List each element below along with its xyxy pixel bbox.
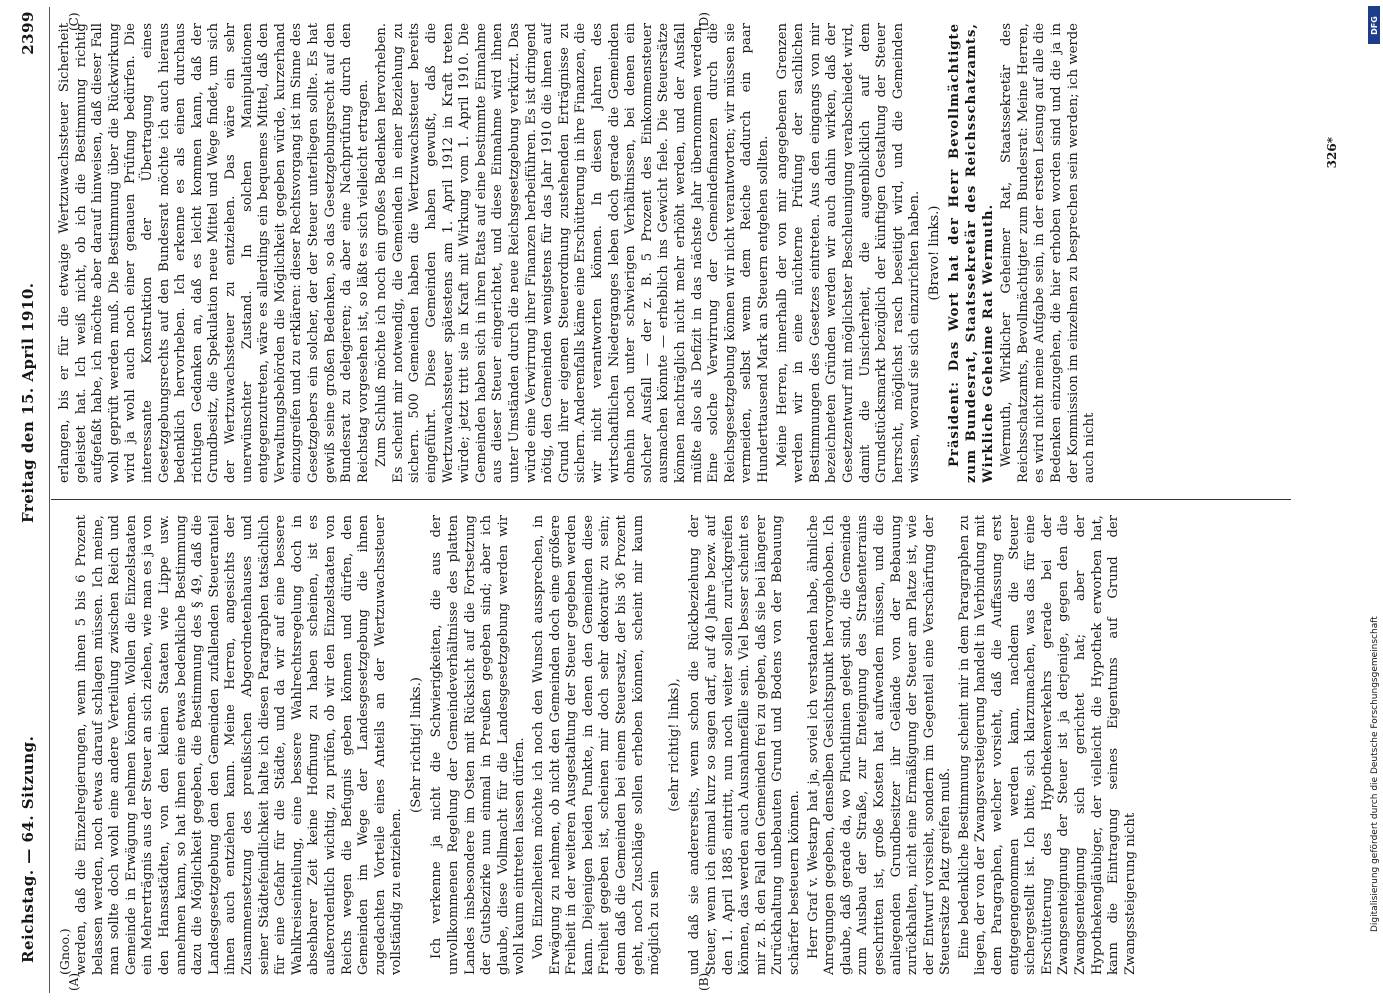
- margin-mark-c: (C): [67, 12, 81, 31]
- interjection: (Sehr richtig! links.): [408, 677, 424, 813]
- column-divider: [51, 499, 1291, 500]
- paragraph: Meine Herren, innerhalb der von mir angegebenen Grenzen werden wir in eine nüchterne Prüfung der sachlichen Bestimmungen des Gesetzes eintreten. Aus den eingangs von mir bezeichneten Gründen werden wir auch dahin wirken, daß der Gesetzentwurf mit möglichster Beschleunigung verabschiedet wird, damit die Unsicherheit, die augenblicklich auf dem Grundstücksmarkt bezüglich der künftigen Gestaltung der Steuer herrscht, möglichst rasch beseitigt wird, und die Gemeinden wissen, worauf sie sich einzurichten haben.: [774, 23, 923, 483]
- paragraph: Ich verkenne ja nicht die Schwierigkeiten, die aus der unvollkommenen Regelung der Gemeindeverhältnisse des platten Landes insbesondere im Osten mit Rücksicht auf die Fortsetzung der Gutsbezirke nun einmal in Preußen gegeben sind; aber ich glaube, diese Vollmacht für die Landesgesetzgebung werden wir wohl kaum eintreten lassen dürfen.: [429, 515, 528, 975]
- signature-number: 326*: [1325, 137, 1339, 169]
- page-header: [7, 7, 51, 993]
- speaker-tag: (Gnoo.): [57, 928, 72, 975]
- paragraph: Eine bedenkliche Bestimmung scheint mir in dem Paragraphen zu liegen, der von der Zwangsversteigerung handelt in Verbindung mit dem Paragraphen, welcher vorsieht, daß die Auffassung erst entgegengenommen werden kann, nachdem die Steuer sichergestellt ist. Ich bitte, sich klarzumachen, was das für eine Erschütterung des Hypothekenverkehrs gerade bei der Zwangsenteignung der Steuer ist ja derjenige, gegen den die Zwangsenteignung sich gerichtet hat; aber der Hypothekengläubiger, der vielleicht die Hypothek erworben hat, kann die Eintragung seines Eigentums auf Grund der Zwangssteigerung nicht: [956, 515, 1138, 975]
- paragraph: erlangen, bis er für die etwaige Wertzuwachssteuer Sicherheit geleistet hat. Ich weiß nicht, ob ich die Bestimmung richtig aufgefaßt habe, ich möchte aber darauf hinweisen, daß dieser Fall wohl geprüft werden muß. Die Bestimmung über die Rückwirkung wird ja wohl auch noch einer genauen Prüfung bedürfen. Die interessante Konstruktion der Übertragung eines Gesetzgebungsrechts auf den Bundesrat möchte ich auch hieraus bedenklich hervorheben. Ich erkenne es als einen durchaus richtigen Gedanken an, daß es leicht kommen kann, daß der Grundbesitz, die Spekulation neue Mittel und Wege findet, um sich der Wertzuwachssteuer zu entziehen. Das wäre ein sehr unerwünschter Zustand. In solchen Manipulationen entgegenzutreten, wäre es allerdings ein bequemes Mittel, daß den Verwaltungsbehörden die Möglichkeit gegeben würde, kurzerhand einzugreifen und zu erklären: dieser Rechtsvorgang ist im Sinne des Gesetzgebers ein solcher, der der Steuer unterliegen sollte. Es hat gewiß seine großen Bedenken, so das Gesetzgebungsrecht auf den Bundesrat zu delegieren; da aber eine Nachprüfung durch den Reichstag vorgesehen ist, so läßt es sich vielleicht ertragen.: [57, 23, 371, 483]
- paragraph: werden, daß die Einzelregierungen, wenn ihnen 5 bis 6 Prozent belassen werden, noch etwas darauf schlagen müssen. Ich meine, man sollte doch wohl eine andere Verteilung zwischen Reich und Gemeinde in Erwägung nehmen können. Wollen die Einzelstaaten ein Mehrerträgnis aus der Steuer an sich ziehen, wie man es ja von den Hansastädten, von den kleinen Staaten wie Lippe usw. annehmen kann, so hat ihnen eine etwas bedenkliche Bestimmung dazu die Möglichkeit gegeben, die Bestimmung des § 49, daß die Landesgesetzgebung den den Gemeinden zufallenden Steueranteil ihnen auch entziehen kann. Meine Herren, angesichts der Zusammensetzung des preußischen Abgeordnetenhauses und seiner Städtefeindlichkeit halte ich diesen Paragraphen tatsächlich für eine Gefahr für die Städte, und da wir auf eine bessere Wahlkreiseinteilung, eine bessere Wahlrechtsregelung doch in absehbarer Zeit keine Hoffnung zu haben scheinen, ist es außerordentlich wichtig, zu prüfen, ob wir den Einzelstaaten von Reichs wegen die Befugnis geben können und dürfen, den Gemeinden im Wege der Landesgesetzgebung die ihnen zugedachten Vorteile eines Anteils an der Wertzuwachssteuer vollständig zu entziehen.: [74, 515, 405, 975]
- paragraph: und daß sie andererseits, wenn schon die Rückbeziehung der Steuer, wenn ich einmal kurz so sagen darf, auf 40 Jahre bezw. auf den 1. April 1885 eintritt, nun noch weiter sollen zurückgreifen können, das werden auch Ausnahmefälle sein. Viel besser scheint es mir z. B. den Fall den Gemeinden frei zu geben, daß sie bei längerer Zurückhaltung unbebauten Grund und Bodens von der Bebauung schärfer besteuern können.: [687, 515, 802, 975]
- page-number: 2399: [19, 11, 37, 55]
- header-left: Reichstag. — 64. Sitzung.: [19, 735, 37, 963]
- dfg-logo-text: DFG: [1369, 15, 1379, 35]
- paragraph: Wermuth, Wirklicher Geheimer Rat, Staatssekretär des Reichsschatzamts, Bevollmächtigter zum Bundesrat: Meine Herren, es wird nicht meine Aufgabe sein, in der ersten Lesung auf alle die Bedenken einzugehen, die hier erhoben worden sind und die ja in der Kommission im einzelnen zu besprechen sein werden; ich werde auch nicht: [999, 23, 1098, 483]
- scanned-page: [7, 7, 1347, 993]
- header-date: Freitag den 15. April 1910.: [19, 282, 37, 523]
- digitization-credit: Digitalisierung gefördert durch die Deutsche Forschungsgemeinschaft: [1370, 616, 1380, 932]
- left-column: [57, 515, 1297, 975]
- paragraph: Zum Schluß möchte ich noch ein großes Bedenken hervorheben. Es scheint mir notwendig, die Gemeinden in einer Beziehung zu sichern. 500 Gemeinden haben die Wertzuwachssteuer bereits eingeführt. Diese Gemeinden haben gewußt, daß die Wertzuwachssteuer spätestens am 1. April 1912 in Kraft treten würde; jetzt tritt sie in Kraft mit Wirkung vom 1. April 1910. Die Gemeinden haben sich in ihren Etats auf eine bestimmte Einnahme aus dieser Steuer eingerichtet, und diese Einnahme wird ihnen unter Umständen durch die neue Reichsgesetzgebung verkürzt. Das würde eine Verwirrung ihrer Finanzen herbeiführen. Es ist dringend nötig, den Gemeinden wenigstens für das Jahr 1910 die ihnen auf Grund ihrer eigenen Steuerordnung zustehenden Erträgnisse zu sichern. Anderenfalls käme eine Erschütterung in ihre Finanzen, die wir nicht verantworten können. In diesen Jahren des wirtschaftlichen Niederganges leben doch gerade die Gemeinden ohnehin noch unter schwierigen Verhältnissen, bei denen ein solcher Ausfall — der z. B. 5 Prozent des Einkommensteuer ausmachen könnte — erheblich ins Gewicht fiele. Die Steuersätze können nachträglich nicht mehr erhöht werden, und der Ausfall müßte also als Defizit in das nächste Jahr übernommen werden. Eine solche Verwirrung der Gemeindefinanzen durch die Reichsgesetzgebung können wir nicht verantworten; wir müssen sie vermeiden, selbst wenn dem Reiche dadurch ein paar Hunderttausend Mark an Steuern entgehen sollten.: [374, 23, 771, 483]
- dfg-logo: [1368, 6, 1380, 44]
- right-column: [57, 23, 1297, 483]
- paragraph: Von Einzelheiten möchte ich noch den Wunsch aussprechen, in Erwägung zu nehmen, ob nicht den Gemeinden doch eine größere Freiheit in der weiteren Ausgestaltung der Steuer gegeben werden kann. Diejenigen beiden Punkte, in denen den Gemeinden diese Freiheit gegeben ist, scheinen mir doch sehr dekorativ zu sein; denn daß die Gemeinden bei einem Steuersatz, der bis 36 Prozent geht, noch Zuschläge sollen erheben können, scheint mir kaum möglich zu sein: [531, 515, 663, 975]
- margin-mark-d: (D): [697, 12, 711, 31]
- margin-mark-b: (B): [697, 972, 711, 991]
- header-divider: [49, 7, 50, 993]
- margin-mark-a: (A): [67, 972, 81, 991]
- president-statement: Präsident: Das Wort hat der Herr Bevollmächtigte zum Bundesrat, Staatssekretär des Reichsschatzamts, Wirkliche Geheime Rat Wermuth.: [947, 23, 996, 483]
- interjection: (sehr richtig! links),: [666, 678, 682, 812]
- interjection: (Bravo! links.): [926, 205, 942, 301]
- paragraph: Herr Graf v. Westarp hat ja, soviel ich verstanden habe, ähnliche Anregungen gegeben, denselben Gesichtspunkt hervorgehoben. Ich glaube, daß gerade da, wo Fluchtlinien gelegt sind, die Gemeinde zum Ausbau der Straße, zur Enteignung des Straßenterrains geschritten ist, große Kosten hat aufwenden müssen, und die anliegenden Grundbesitzer ihr Gelände von der Bebauung zurückhalten, nicht eine Ermäßigung der Steuer am Platze ist, wie der Entwurf vorsieht, sondern im Gegenteil eine Verschärfung der Steuersätze Platz greifen muß.: [805, 515, 954, 975]
